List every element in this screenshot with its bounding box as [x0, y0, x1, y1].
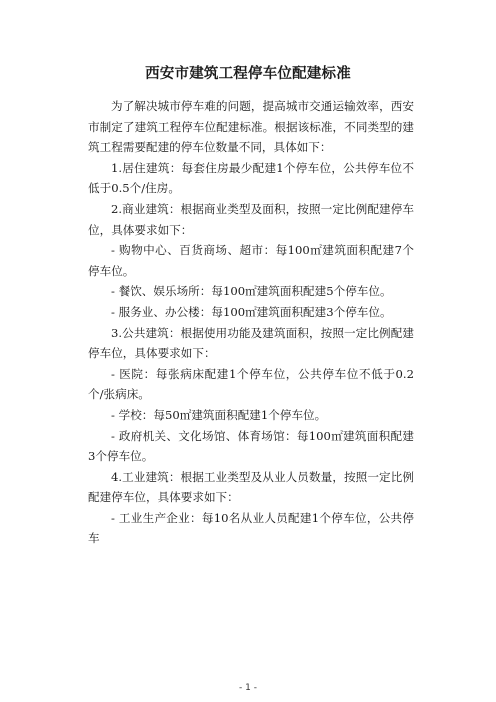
list-item-factory: - 工业生产企业：每10名从业人员配建1个停车位，公共停车: [88, 510, 414, 546]
paragraph-residential: 1.居住建筑：每套住房最少配建1个停车位，公共停车位不低于0.5个/住房。: [88, 160, 414, 196]
list-item-dining: - 餐饮、娱乐场所：每100㎡建筑面积配建5个停车位。: [111, 284, 392, 299]
document-body: [88, 96, 414, 549]
paragraph-intro: 为了解决城市停车难的问题，提高城市交通运输效率，西安市制定了建筑工程停车位配建标准。根据该标准，不同类型的建筑工程需要配建的停车位数量不同，具体如下：: [88, 99, 414, 155]
list-item-office: - 服务业、办公楼：每100㎡建筑面积配建3个停车位。: [111, 304, 392, 319]
paragraph-industrial: 4.工业建筑：根据工业类型及从业人员数量，按照一定比例配建停车位，具体要求如下：: [88, 469, 414, 505]
paragraph-public: 3.公共建筑：根据使用功能及建筑面积，按照一定比例配建停车位，具体要求如下：: [88, 325, 414, 361]
list-item-shopping: - 购物中心、百货商场、超市：每100㎡建筑面积配建7个停车位。: [88, 243, 414, 278]
list-item-school: - 学校：每50㎡建筑面积配建1个停车位。: [111, 407, 327, 422]
page-number: - 1 -: [239, 683, 257, 693]
paragraph-commercial: 2.商业建筑：根据商业类型及面积，按照一定比例配建停车位，具体要求如下：: [88, 201, 414, 237]
document-title: 西安市建筑工程停车位配建标准: [145, 66, 351, 82]
list-item-government: - 政府机关、文化场馆、体育场馆：每100㎡建筑面积配建3个停车位。: [88, 428, 414, 464]
list-item-hospital: - 医院：每张病床配建1个停车位，公共停车位不低于0.2个/张病床。: [88, 366, 414, 402]
